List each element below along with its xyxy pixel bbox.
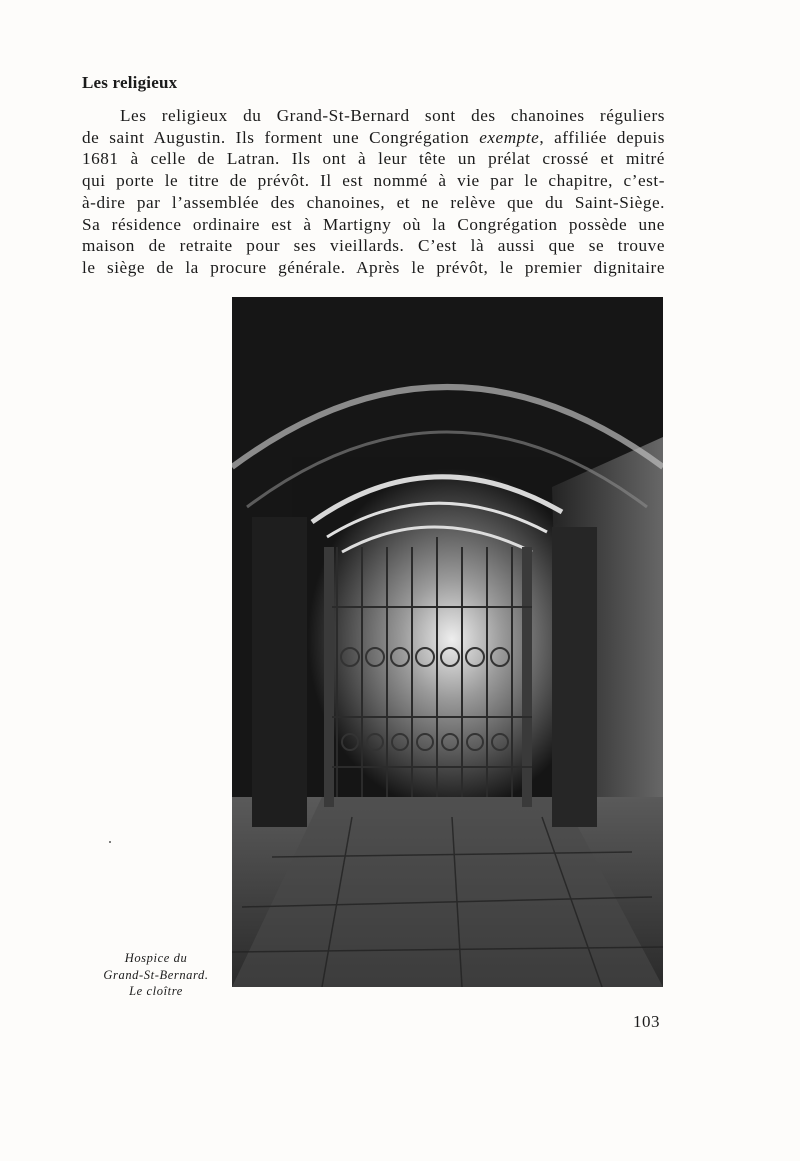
italic-term: exempte	[479, 127, 540, 147]
caption-line: Le cloître	[129, 984, 183, 998]
text-line: maison de retraite pour ses vieillards. C’est là aussi que se trouve	[82, 236, 665, 256]
text-line: à-dire par l’assemblée des chanoines, et ne relève que du Saint-Siège.	[82, 192, 665, 212]
paper-speck	[109, 841, 111, 843]
text-line: qui porte le titre de prévôt. Il est nommé à vie par le chapitre, c’est-	[82, 171, 665, 191]
text-line: 1681 à celle de Latran. Ils ont à leur tête un prélat crossé et mitré	[82, 149, 665, 169]
caption-line: Grand-St-Bernard.	[103, 967, 209, 982]
body-paragraph	[82, 105, 665, 279]
text-fragment: de saint Augustin. Ils forment une Congrégation	[82, 127, 480, 147]
text-line	[82, 127, 665, 149]
cloister-illustration	[232, 297, 663, 987]
text-fragment: , affiliée depuis	[539, 127, 665, 147]
caption-line: Hospice du	[124, 951, 188, 965]
text-line: le siège de la procure générale. Après le prévôt, le premier dignitaire	[82, 257, 665, 277]
photo-caption	[86, 950, 226, 1000]
text-line: Les religieux du Grand-St-Bernard sont des chanoines réguliers	[120, 106, 665, 125]
section-heading: Les religieux	[82, 73, 178, 92]
page-number: 103	[633, 1012, 660, 1031]
text-line: Sa résidence ordinaire est à Martigny où la Congrégation possède une	[82, 214, 665, 234]
cloister-photograph	[232, 297, 663, 987]
